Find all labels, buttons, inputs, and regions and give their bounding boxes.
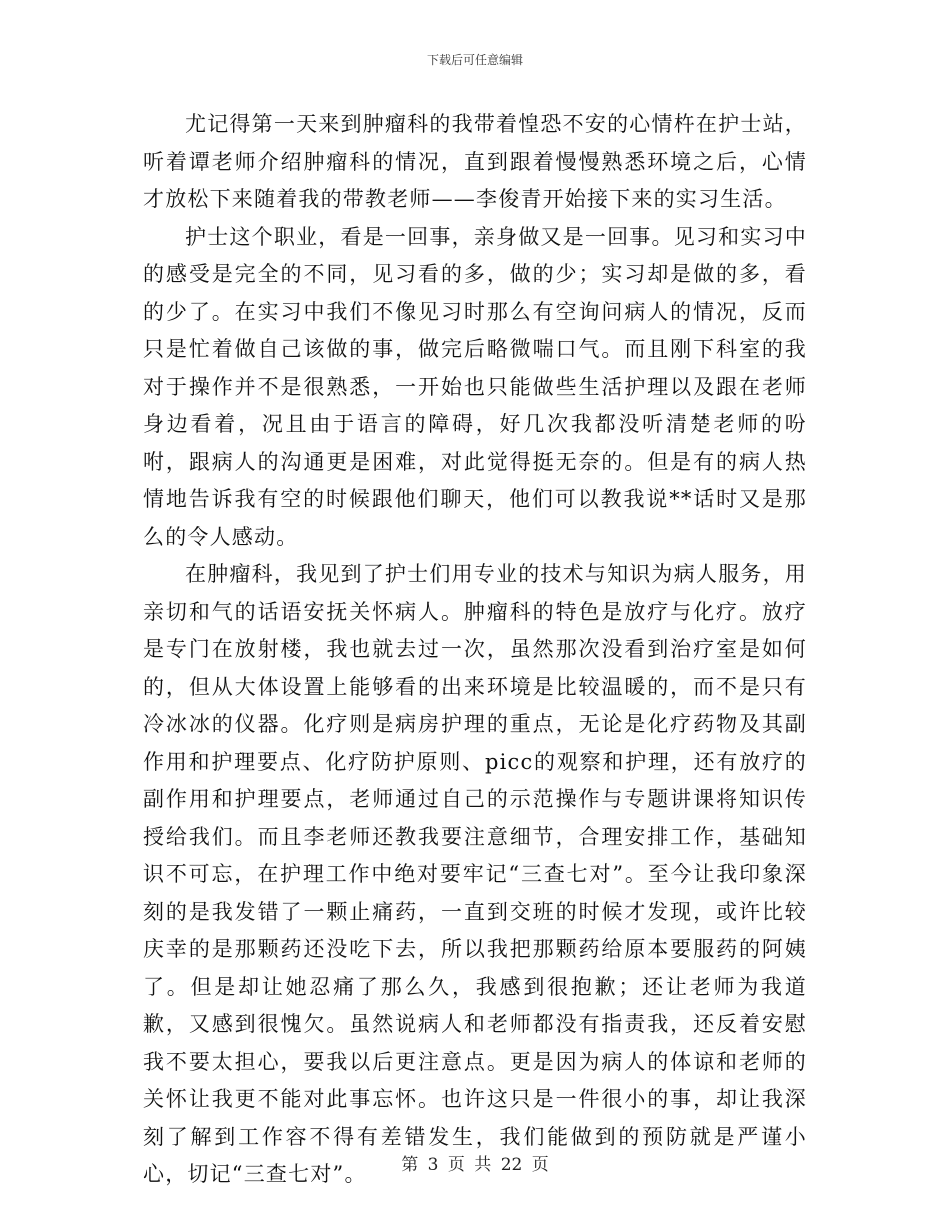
page-number: 第 3 页 共 22 页 [401, 1155, 549, 1175]
paragraph-3: 在肿瘤科，我见到了护士们用专业的技术与知识为病人服务，用亲切和气的话语安抚关怀病人。肿瘤科的特色是放疗与化疗。放疗是专门在放射楼，我也就去过一次，虽然那次没看到治疗室是如何的，但从大体设置上能够看的出来环境是比较温暖的，而不是只有冷冰冰的仪器。化疗则是病房护理的重点，无论是化疗药物及其副作用和护理要点、化疗防护原则、picc的观察和护理，还有放疗的副作用和护理要点，老师通过自己的示范操作与专题讲课将知识传授给我们。而且李老师还教我要注意细节，合理安排工作，基础知识不可忘，在护理工作中绝对要牢记“三查七对”。至今让我印象深刻的是我发错了一颗止痛药，一直到交班的时候才发现，或许比较庆幸的是那颗药还没吃下去，所以我把那颗药给原本要服药的阿姨了。但是却让她忍痛了那么久，我感到很抱歉；还让老师为我道歉，又感到很愧欠。虽然说病人和老师都没有指责我，还反着安慰我不要太担心，要我以后更注意点。更是因为病人的体谅和老师的关怀让我更不能对此事忘怀。也许这只是一件很小的事，却让我深刻了解到工作容不得有差错发生，我们能做到的预防就是严谨小心，切记“三查七对”。 [143, 562, 807, 1186]
paragraph-1: 尤记得第一天来到肿瘤科的我带着惶恐不安的心情杵在护士站，听着谭老师介绍肿瘤科的情况，直到跟着慢慢熟悉环境之后，心情才放松下来随着我的带教老师——李俊青开始接下来的实习生活。 [143, 112, 807, 211]
page-header-note: 下载后可任意编辑 [426, 53, 523, 67]
paragraph-2: 护士这个职业，看是一回事，亲身做又是一回事。见习和实习中的感受是完全的不同，见习看的多，做的少；实习却是做的多，看的少了。在实习中我们不像见习时那么有空询问病人的情况，反而只是忙着做自己该做的事，做完后略微喘口气。而且刚下科室的我对于操作并不是很熟悉，一开始也只能做些生活护理以及跟在老师身边看着，况且由于语言的障碍，好几次我都没听清楚老师的吩咐，跟病人的沟通更是困难，对此觉得挺无奈的。但是有的病人热情地告诉我有空的时候跟他们聊天，他们可以教我说**话时又是那么的令人感动。 [143, 224, 807, 549]
document-body [143, 106, 807, 1194]
